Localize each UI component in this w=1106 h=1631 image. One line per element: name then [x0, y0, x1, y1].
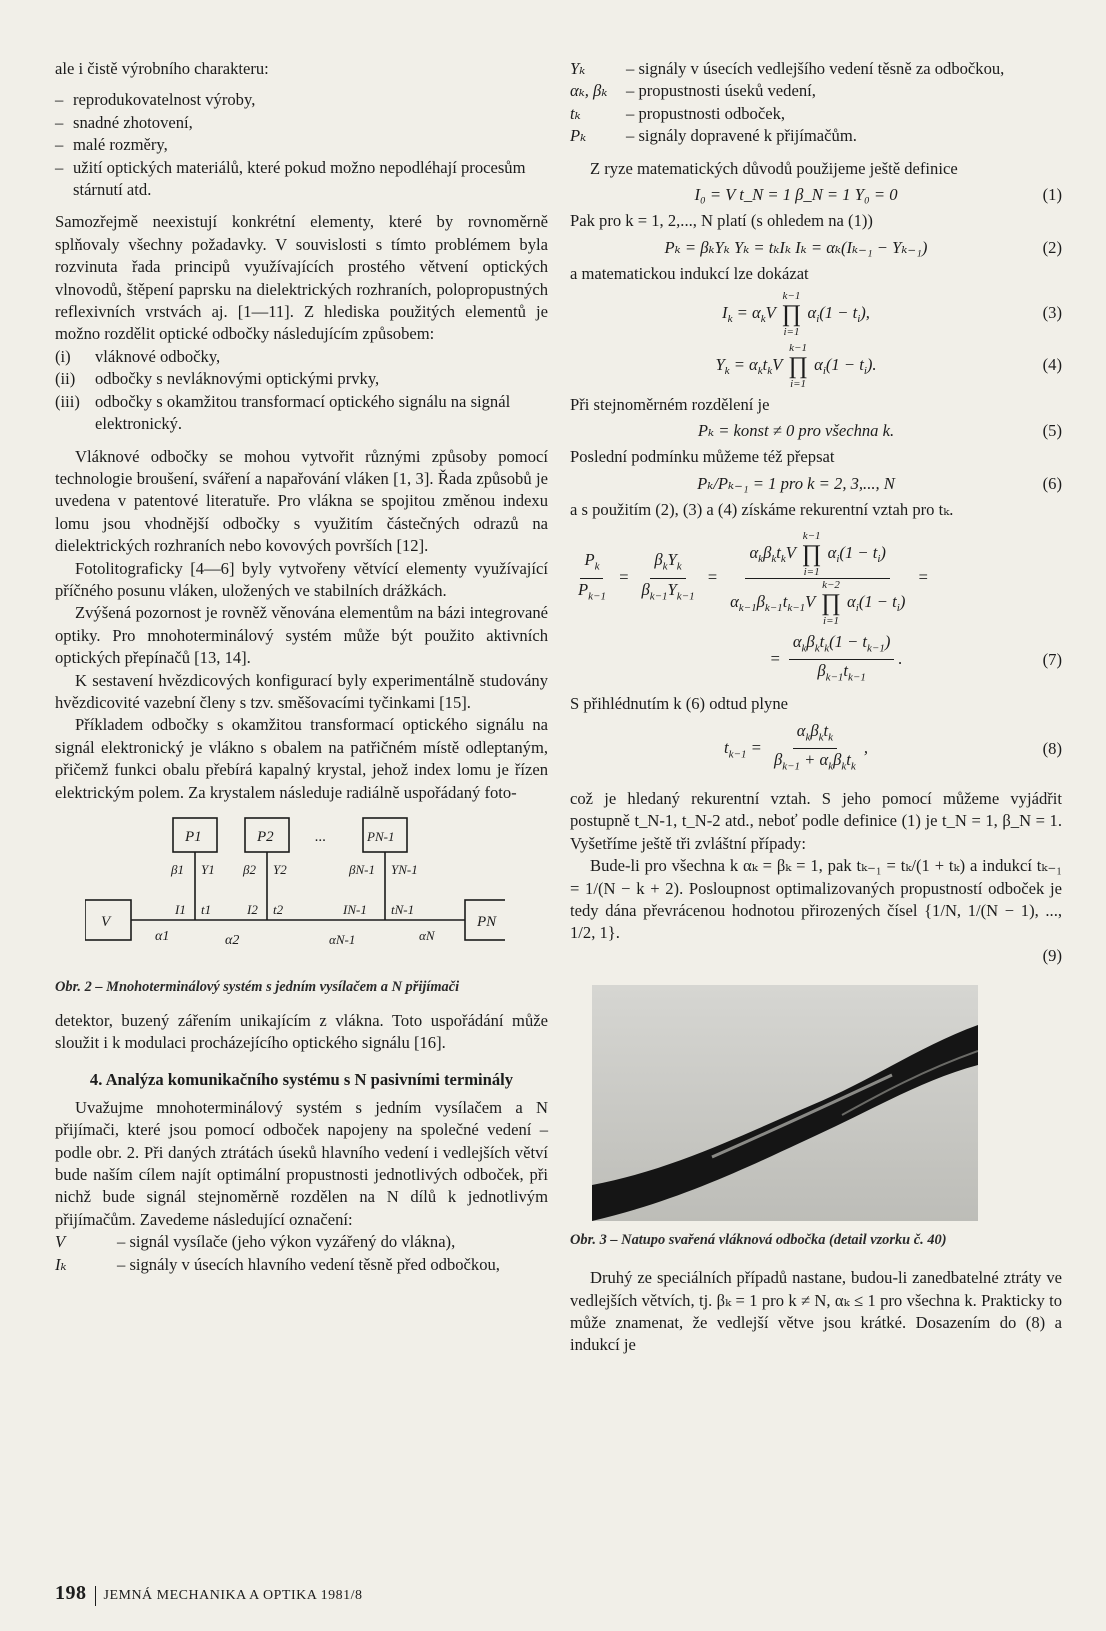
paragraph: a s použitím (2), (3) a (4) získáme rekurentní vztah pro tₖ.	[570, 500, 954, 520]
definition-text: – signály v úsecích hlavního vedení těsně před odbočkou,	[117, 1254, 500, 1274]
equation-1: I₀ = V t_N = 1 β_N = 1 Y₀ = 0 (1)	[694, 185, 1062, 205]
list-item: (i) vláknové odbočky,	[55, 346, 221, 366]
definition-symbol: Pₖ	[570, 126, 587, 146]
paragraph: Příkladem odbočky s okamžitou transformací optického signálu na signál elektronický je vlákno s obalem na patřičném místě odleptaným, přičemž funkci obalu přebírá kapalný krystal, jehož index lomu je řízen elektrickým polem. Za krystalem následuje radiálně uspořádaný foto-	[55, 715, 548, 802]
list-item: – reprodukovatelnost výroby,	[55, 89, 548, 111]
beta-label: β1	[171, 862, 184, 877]
paragraph: Při stejnoměrném rozdělení je	[570, 394, 770, 414]
intro-text: ale i čistě výrobního charakteru:	[55, 59, 269, 78]
definition-text: – signály dopravené k přijímačům.	[626, 126, 857, 146]
equation-4: $Y_k = \alpha_kt_kV$ k−1 ∏ i=1 $\alpha_i(1 - t_i)$. (4)	[715, 341, 1062, 390]
right-column	[570, 58, 1062, 1357]
list-item: – užití optických materiálů, které pokud možno nepodléhají procesům stárnutí atd.	[55, 157, 548, 202]
transmitter-label: V	[101, 914, 111, 930]
equation-5: Pₖ = konst ≠ 0 pro všechna k. (5)	[697, 421, 1062, 441]
paragraph: Zvýšená pozornost je rovněž věnována elementům na bázi integrované optiky. Pro mnohoterminálový systém může být použito aktivních optických přepínačů [13, 14].	[55, 603, 548, 668]
paragraph: Fotolitograficky [4—6] byly vytvořeny větvící elementy využívající příčného posunu vláken, uložených ve stabilních drážkách.	[55, 558, 548, 600]
alpha-label: α2	[225, 933, 240, 948]
beta-label: β2	[243, 862, 256, 877]
requirements-list	[55, 89, 548, 201]
paragraph: K sestavení hvězdicových konfigurací byly experimentálně studovány hvězdicovité vazební členy s tzv. směšovacími tyčinkami [15].	[55, 670, 548, 712]
branch-types-list	[55, 346, 548, 436]
symbol-definitions	[55, 1231, 548, 1276]
equation-3: $I_k = \alpha_kV$ k−1 ∏ i=1 $\alpha_i(1 - t_i)$, (3)	[722, 289, 1062, 338]
y-label: Y2	[273, 862, 287, 877]
figure-3-photo	[592, 985, 978, 1221]
paragraph: Pak pro k = 1, 2,..., N platí (s ohledem na (1))	[570, 211, 873, 231]
page-number: 198	[55, 1582, 87, 1604]
alpha-label: α1	[155, 929, 170, 944]
figure-3-caption: Obr. 3 – Natupo svařená vláknová odbočka (detail vzorku č. 40)	[570, 1232, 947, 1249]
receiver-label: PN-1	[367, 829, 395, 844]
receiver-label: P2	[257, 829, 274, 845]
ellipsis-label: ...	[315, 829, 327, 845]
equation-9-number: (9)	[1042, 945, 1062, 965]
definition-text: – signály v úsecích vedlejšího vedení těsně za odbočkou,	[626, 59, 1005, 78]
t-label: t2	[273, 902, 284, 917]
list-item: – malé rozměry,	[55, 134, 548, 156]
i-label: IN-1	[343, 902, 367, 917]
y-label: Y1	[201, 862, 215, 877]
definition-text: – signál vysílače (jeho výkon vyzářený do vlákna),	[117, 1232, 456, 1252]
y-label: YN-1	[391, 862, 418, 877]
section-title: 4. Analýza komunikačního systému s N pasivními terminály	[89, 1069, 514, 1089]
definition-symbol: V	[55, 1232, 66, 1252]
symbol-definitions	[570, 58, 1062, 148]
list-item: (ii) odbočky s nevláknovými optickými prvky,	[55, 369, 380, 389]
t-label: t1	[201, 902, 212, 917]
paragraph: Poslední podmínku můžeme též přepsat	[570, 447, 835, 467]
paragraph: Z ryze matematických důvodů použijeme ještě definice	[590, 158, 958, 178]
equation-8: $t_{k-1}$ = $\frac{\alpha_k\beta_kt_k}{\beta_{k-1} + \alpha_k\beta_kt_k}$ , (8)	[724, 720, 1062, 773]
list-item: (iii) odbočky s okamžitou transformací optického signálu na signál elektronický.	[55, 391, 511, 434]
receiver-n-label: PN	[477, 914, 497, 930]
list-item: – snadné zhotovení,	[55, 112, 548, 134]
paragraph: což je hledaný rekurentní vztah. S jeho pomocí můžeme vyjádřit postupně t_N-1, t_N-2 atd., neboť podle definice (1) je t_N = 1, β_N = 1. Vyšetříme ještě tři zvláštní případy:	[570, 788, 1062, 853]
alpha-label: αN	[419, 928, 435, 943]
paragraph: Bude-li pro všechna k αₖ = βₖ = 1, pak tₖ₋₁ = tₖ/(1 + tₖ) a indukcí tₖ₋₁ = 1/(N − k + 2). Posloupnost optimalizovaných propustností odboček je tedy dána převrácenou hodnotou přirozených čísel {1/N, 1/(N − 1), ..., 1/2, 1}.	[570, 856, 1062, 943]
paragraph: Vláknové odbočky se mohou vytvořit různými způsoby pomocí technologie broušení, sváření a napařování vláken [1, 3]. Řada způsobů je uvedena v patentové literatuře. Pro vlákna se spojitou změnou indexu lomu jsou vhodnější odbočky s využitím částečných odrazů na dielektrických rozhraních nebo kovových površích [12].	[55, 446, 548, 556]
beta-label: βN-1	[349, 862, 375, 877]
equation-2: Pₖ = βₖYₖ Yₖ = tₖIₖ Iₖ = αₖ(Iₖ₋₁ − Yₖ₋₁) (2)	[664, 237, 1062, 257]
definition-symbol: tₖ	[570, 103, 581, 123]
paragraph: S přihlédnutím k (6) odtud plyne	[570, 694, 789, 714]
equation-6: Pₖ/Pₖ₋₁ = 1 pro k = 2, 3,..., N (6)	[697, 473, 1062, 493]
definition-text: – propustnosti úseků vedení,	[626, 81, 816, 101]
definition-symbol: αₖ, βₖ	[570, 81, 608, 101]
i-label: I1	[175, 902, 186, 917]
left-column	[55, 58, 548, 1276]
i-label: I2	[247, 902, 258, 917]
equation-7a: $\frac{P_k}{P_{k-1}}$ = $\frac{\beta_kY_k}{\beta_{k-1}Y_{k-1}}$ = $\alpha_k\beta_kt_kV$ k−1 ∏ i=1 $\alpha_i(1 - t_i)$ $\alpha_{k-1}\beta_{k-1}t_{k-1}V$ k−2 ∏ i=1 $\alpha_i(1 - t_i)$ =	[578, 529, 929, 627]
t-label: tN-1	[391, 902, 415, 917]
equation-7b: = $\frac{\alpha_k\beta_kt_k(1 - t_{k-1})}{\beta_{k-1}t_{k-1}}$ . (7)	[769, 631, 1062, 684]
journal-name: JEMNÁ MECHANIKA A OPTIKA 1981/8	[103, 1588, 363, 1603]
figure-2-caption: Obr. 2 – Mnohoterminálový systém s jedním vysílačem a N přijímači	[55, 979, 460, 995]
definition-text: – propustnosti odboček,	[626, 103, 786, 123]
alpha-label: αN-1	[329, 932, 356, 947]
page-footer	[55, 1582, 362, 1606]
definition-symbol: Yₖ	[570, 59, 586, 78]
paragraph: Samozřejmě neexistují konkrétní elementy, které by rovnoměrně splňovaly všechny požadavky. V souvislosti s tímto problémem byla rozvinuta řada principů využívajících prostého větvení optických vlnovodů, štěpení paprsku na dielektrických rozhraních, polopropustných reflexivních vrstvách aj. [1—11]. Z hlediska použitých elementů je možno rozdělit optické odbočky následujícím způsobem:	[55, 212, 548, 344]
definition-symbol: Iₖ	[55, 1254, 67, 1274]
paragraph: detektor, buzený zářením unikajícím z vlákna. Toto uspořádání může sloužit i k modulaci procházejícího optického signálu [16].	[55, 1011, 548, 1053]
paragraph: a matematickou indukcí lze dokázat	[570, 264, 809, 284]
figure-2-diagram	[55, 814, 548, 972]
receiver-label: P1	[185, 829, 202, 845]
paragraph: Uvažujme mnohoterminálový systém s jedním vysílačem a N přijímači, které jsou pomocí odboček napojeny na společné vedení – podle obr. 2. Při daných ztrátách úseků hlavního vedení i vedlejších větví bude naším cílem najít optimální propustnosti jednotlivých odboček, při nichž bude signál stejnoměrně rozdělen na N dílů k jednotlivým přijímačům. Zavedeme následující označení:	[55, 1097, 548, 1229]
paragraph: Druhý ze speciálních případů nastane, budou-li zanedbatelné ztráty ve vedlejších větvích, tj. βₖ = 1 pro k ≠ N, αₖ ≤ 1 pro všechna k. Prakticky to může znamenat, že vedlejší větve jsou krátké. Dosazením do (8) a indukcí je	[570, 1268, 1062, 1355]
